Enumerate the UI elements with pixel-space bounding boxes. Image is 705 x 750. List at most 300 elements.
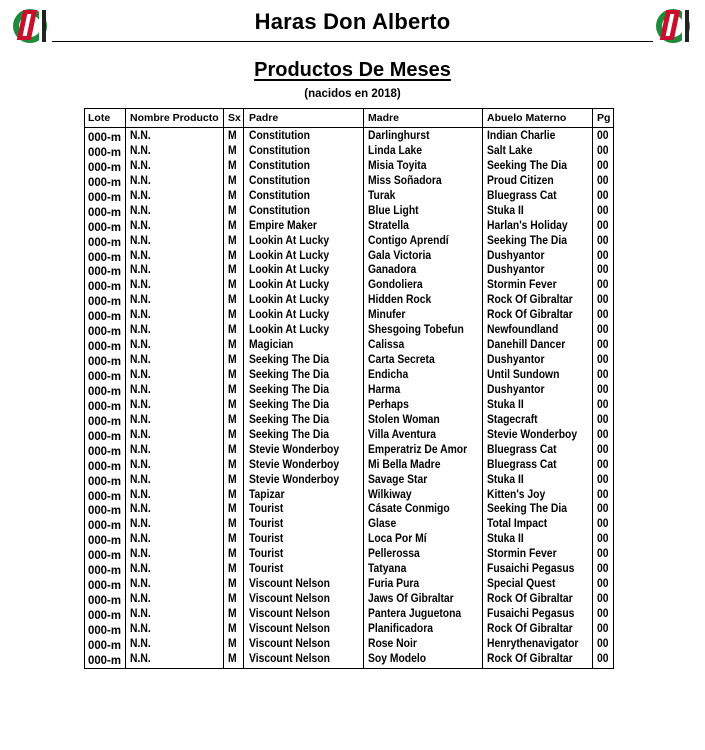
cell-pg: 00 — [597, 443, 609, 456]
cell-sx: M — [228, 563, 237, 576]
table-row — [85, 383, 613, 398]
cell-sx: M — [228, 354, 237, 367]
cell-nombre: N.N. — [130, 294, 151, 307]
cell-lote: 000-m — [88, 264, 121, 279]
cell-lote: 000-m — [88, 413, 121, 428]
cell-nombre: N.N. — [130, 264, 151, 277]
cell-padre: Stevie Wonderboy — [249, 473, 340, 486]
cell-sx: M — [228, 608, 237, 620]
cell-lote: 000-m — [88, 204, 121, 219]
cell-madre: Planificadora — [368, 622, 433, 635]
cell-sx: M — [228, 578, 237, 591]
cell-pg: 00 — [597, 204, 609, 217]
cell-sx: M — [228, 309, 237, 322]
table-row — [85, 458, 613, 473]
table-row — [85, 338, 613, 353]
cell-nombre: N.N. — [130, 578, 151, 591]
products-table — [84, 108, 614, 669]
cell-padre: Seeking The Dia — [249, 383, 329, 396]
cell-pg: 00 — [597, 159, 609, 172]
cell-lote: 000-m — [88, 563, 121, 578]
cell-sx: M — [228, 413, 237, 426]
cell-sx: M — [228, 443, 237, 456]
cell-padre: Constitution — [249, 189, 310, 202]
cell-lote: 000-m — [88, 309, 121, 324]
cell-sx: M — [228, 159, 237, 172]
cell-madre: Shesgoing Tobefun — [368, 324, 464, 337]
cell-padre: Seeking The Dia — [249, 369, 329, 381]
cell-sx: M — [228, 637, 237, 650]
cell-padre: Lookin At Lucky — [249, 264, 330, 277]
cell-abuelo: Dushyantor — [487, 354, 545, 367]
cell-sx: M — [228, 130, 237, 142]
cell-abuelo: Fusaichi Pegasus — [487, 608, 575, 620]
cell-padre: Lookin At Lucky — [249, 309, 330, 322]
cell-madre: Furia Pura — [368, 578, 420, 591]
cell-sx: M — [228, 652, 237, 665]
cell-madre: Gala Victoria — [368, 249, 432, 262]
cell-abuelo: Seeking The Dia — [487, 159, 567, 172]
cell-pg: 00 — [597, 652, 609, 665]
cell-abuelo: Seeking The Dia — [487, 503, 567, 516]
cell-madre: Savage Star — [368, 473, 428, 486]
cell-abuelo: Fusaichi Pegasus — [487, 563, 575, 576]
table-row — [85, 159, 613, 174]
cell-abuelo: Dushyantor — [487, 383, 545, 396]
cell-padre: Tourist — [249, 563, 284, 576]
cell-madre: Contigo Aprendí — [368, 234, 449, 247]
cell-madre: Soy Modelo — [368, 652, 427, 665]
cell-nombre: N.N. — [130, 204, 151, 217]
cell-pg: 00 — [597, 264, 609, 277]
cell-nombre: N.N. — [130, 279, 151, 292]
table-row — [85, 622, 613, 637]
cell-pg: 00 — [597, 309, 609, 322]
cell-nombre: N.N. — [130, 189, 151, 202]
cell-madre: Stratella — [368, 219, 409, 232]
cell-padre: Viscount Nelson — [249, 608, 330, 620]
cell-lote: 000-m — [88, 608, 121, 622]
cell-padre: Viscount Nelson — [249, 593, 330, 606]
table-row — [85, 637, 613, 652]
cell-abuelo: Seeking The Dia — [487, 234, 567, 247]
cell-pg: 00 — [597, 473, 609, 486]
cell-sx: M — [228, 339, 237, 352]
cell-padre: Seeking The Dia — [249, 354, 329, 367]
cell-nombre: N.N. — [130, 608, 151, 620]
cell-madre: Endicha — [368, 369, 409, 381]
table-row — [85, 532, 613, 547]
cell-lote: 000-m — [88, 219, 121, 234]
page-subtitle: (nacidos en 2018) — [304, 88, 401, 100]
cell-pg: 00 — [597, 458, 609, 471]
cell-sx: M — [228, 428, 237, 441]
cell-abuelo: Stormin Fever — [487, 279, 557, 292]
cell-nombre: N.N. — [130, 249, 151, 262]
cell-nombre: N.N. — [130, 369, 151, 381]
cell-nombre: N.N. — [130, 354, 151, 367]
cell-lote: 000-m — [88, 279, 121, 294]
cell-sx: M — [228, 383, 237, 396]
table-row — [85, 353, 613, 368]
cell-padre: Tourist — [249, 503, 284, 516]
cell-nombre: N.N. — [130, 339, 151, 352]
cell-lote: 000-m — [88, 324, 121, 339]
cell-pg: 00 — [597, 234, 609, 247]
cell-nombre: N.N. — [130, 473, 151, 486]
cell-padre: Seeking The Dia — [249, 428, 329, 441]
cell-lote: 000-m — [88, 174, 121, 189]
cell-abuelo: Rock Of Gibraltar — [487, 593, 573, 606]
cell-abuelo: Rock Of Gibraltar — [487, 652, 573, 665]
cell-pg: 00 — [597, 533, 609, 546]
column-header-padre: Padre — [249, 112, 279, 124]
cell-madre: Tatyana — [368, 563, 407, 576]
cell-madre: Villa Aventura — [368, 428, 437, 441]
cell-sx: M — [228, 249, 237, 262]
cell-lote: 000-m — [88, 488, 121, 503]
table-row — [85, 443, 613, 458]
cell-lote: 000-m — [88, 458, 121, 473]
cell-nombre: N.N. — [130, 533, 151, 546]
cell-pg: 00 — [597, 428, 609, 441]
column-header-sx: Sx — [228, 112, 241, 124]
cell-padre: Stevie Wonderboy — [249, 443, 340, 456]
cell-nombre: N.N. — [130, 309, 151, 322]
cell-nombre: N.N. — [130, 383, 151, 396]
cell-sx: M — [228, 593, 237, 606]
cell-pg: 00 — [597, 488, 609, 501]
cell-abuelo: Stuka II — [487, 204, 524, 217]
cell-padre: Lookin At Lucky — [249, 294, 330, 307]
table-row — [85, 234, 613, 249]
cell-abuelo: Salt Lake — [487, 144, 533, 157]
cell-nombre: N.N. — [130, 637, 151, 650]
cell-padre: Viscount Nelson — [249, 622, 330, 635]
cell-nombre: N.N. — [130, 488, 151, 501]
cell-sx: M — [228, 324, 237, 337]
cell-abuelo: Special Quest — [487, 578, 556, 591]
cell-pg: 00 — [597, 130, 609, 142]
cell-padre: Lookin At Lucky — [249, 279, 330, 292]
cell-sx: M — [228, 279, 237, 292]
table-row — [85, 293, 613, 308]
cell-lote: 000-m — [88, 398, 121, 413]
cell-lote: 000-m — [88, 548, 121, 563]
cell-padre: Viscount Nelson — [249, 578, 330, 591]
cell-padre: Constitution — [249, 144, 310, 157]
cell-abuelo: Kitten's Joy — [487, 488, 546, 501]
cell-pg: 00 — [597, 369, 609, 381]
cell-padre: Constitution — [249, 204, 310, 217]
cell-pg: 00 — [597, 548, 609, 561]
cell-sx: M — [228, 488, 237, 501]
cell-lote: 000-m — [88, 354, 121, 369]
cell-nombre: N.N. — [130, 324, 151, 337]
cell-nombre: N.N. — [130, 144, 151, 157]
column-header-abuelo: Abuelo Materno — [487, 112, 567, 124]
cell-padre: Tourist — [249, 533, 284, 546]
cell-lote: 000-m — [88, 443, 121, 458]
cell-padre: Viscount Nelson — [249, 637, 330, 650]
cell-madre: Pellerossa — [368, 548, 420, 561]
table-row — [85, 562, 613, 577]
cell-pg: 00 — [597, 563, 609, 576]
table-row — [85, 249, 613, 264]
table-row — [85, 189, 613, 204]
cell-lote: 000-m — [88, 144, 121, 159]
cell-abuelo: Stuka II — [487, 533, 524, 546]
cell-sx: M — [228, 144, 237, 157]
cell-sx: M — [228, 518, 237, 531]
column-header-nombre: Nombre Producto — [130, 112, 219, 124]
cell-pg: 00 — [597, 174, 609, 187]
header-title: Haras Don Alberto — [254, 9, 451, 34]
table-row — [85, 308, 613, 323]
header-divider — [52, 41, 653, 42]
cell-madre: Loca Por Mí — [368, 533, 427, 546]
cell-pg: 00 — [597, 294, 609, 307]
column-header-madre: Madre — [368, 112, 399, 124]
cell-pg: 00 — [597, 249, 609, 262]
cell-madre: Mi Bella Madre — [368, 458, 441, 471]
cell-pg: 00 — [597, 518, 609, 531]
cell-pg: 00 — [597, 324, 609, 337]
cell-lote: 000-m — [88, 593, 121, 608]
cell-lote: 000-m — [88, 339, 121, 354]
cell-lote: 000-m — [88, 428, 121, 443]
cell-sx: M — [228, 503, 237, 516]
cell-madre: Cásate Conmigo — [368, 503, 450, 516]
cell-abuelo: Until Sundown — [487, 369, 560, 381]
cell-padre: Stevie Wonderboy — [249, 458, 340, 471]
cell-padre: Seeking The Dia — [249, 398, 329, 411]
cell-sx: M — [228, 189, 237, 202]
cell-lote: 000-m — [88, 369, 121, 383]
cell-lote: 000-m — [88, 652, 121, 667]
cell-sx: M — [228, 219, 237, 232]
cell-abuelo: Dushyantor — [487, 264, 545, 277]
cell-padre: Lookin At Lucky — [249, 234, 330, 247]
cell-madre: Misia Toyita — [368, 159, 427, 172]
cell-madre: Hidden Rock — [368, 294, 432, 307]
cell-nombre: N.N. — [130, 458, 151, 471]
cell-abuelo: Henrythenavigator — [487, 637, 579, 650]
cell-nombre: N.N. — [130, 622, 151, 635]
table-row — [85, 517, 613, 532]
table-row — [85, 488, 613, 503]
cell-abuelo: Total Impact — [487, 518, 548, 531]
cell-lote: 000-m — [88, 473, 121, 488]
table-row — [85, 652, 613, 667]
table-row — [85, 428, 613, 443]
cell-sx: M — [228, 234, 237, 247]
cell-madre: Emperatriz De Amor — [368, 443, 468, 456]
table-row — [85, 592, 613, 607]
cell-nombre: N.N. — [130, 428, 151, 441]
cell-abuelo: Rock Of Gibraltar — [487, 622, 573, 635]
cell-sx: M — [228, 398, 237, 411]
cell-abuelo: Rock Of Gibraltar — [487, 294, 573, 307]
cell-lote: 000-m — [88, 249, 121, 264]
cell-madre: Rose Noir — [368, 637, 417, 650]
cell-lote: 000-m — [88, 159, 121, 174]
table-row — [85, 398, 613, 413]
cell-pg: 00 — [597, 383, 609, 396]
cell-nombre: N.N. — [130, 159, 151, 172]
table-header — [85, 109, 613, 128]
table-row — [85, 577, 613, 592]
table-body — [85, 129, 613, 667]
cell-sx: M — [228, 174, 237, 187]
cell-madre: Darlinghurst — [368, 130, 430, 142]
cell-sx: M — [228, 473, 237, 486]
cell-nombre: N.N. — [130, 130, 151, 142]
cell-nombre: N.N. — [130, 563, 151, 576]
cell-sx: M — [228, 533, 237, 546]
cell-padre: Tourist — [249, 548, 284, 561]
cell-lote: 000-m — [88, 533, 121, 548]
cell-padre: Constitution — [249, 130, 310, 142]
cell-lote: 000-m — [88, 622, 121, 637]
cell-nombre: N.N. — [130, 219, 151, 232]
table-row — [85, 263, 613, 278]
cell-nombre: N.N. — [130, 652, 151, 665]
cell-abuelo: Stormin Fever — [487, 548, 557, 561]
cell-madre: Turak — [368, 189, 396, 202]
cell-pg: 00 — [597, 189, 609, 202]
cell-lote: 000-m — [88, 130, 121, 144]
cell-pg: 00 — [597, 622, 609, 635]
table-row — [85, 323, 613, 338]
cell-madre: Jaws Of Gibraltar — [368, 593, 454, 606]
cell-madre: Calissa — [368, 339, 405, 352]
column-header-pg: Pg — [597, 112, 611, 124]
table-row — [85, 547, 613, 562]
cell-abuelo: Stevie Wonderboy — [487, 428, 578, 441]
cell-abuelo: Bluegrass Cat — [487, 189, 557, 202]
cell-padre: Seeking The Dia — [249, 413, 329, 426]
cell-padre: Constitution — [249, 159, 310, 172]
cell-lote: 000-m — [88, 518, 121, 533]
cell-padre: Tourist — [249, 518, 284, 531]
cell-madre: Carta Secreta — [368, 354, 435, 367]
cell-madre: Minufer — [368, 309, 406, 322]
cell-abuelo: Bluegrass Cat — [487, 443, 557, 456]
cell-sx: M — [228, 622, 237, 635]
cell-padre: Constitution — [249, 174, 310, 187]
cell-sx: M — [228, 294, 237, 307]
cell-madre: Stolen Woman — [368, 413, 440, 426]
cell-madre: Perhaps — [368, 398, 409, 411]
cell-madre: Pantera Juguetona — [368, 608, 462, 620]
cell-nombre: N.N. — [130, 398, 151, 411]
cell-madre: Harma — [368, 383, 401, 396]
cell-madre: Ganadora — [368, 264, 417, 277]
cell-sx: M — [228, 264, 237, 277]
table-row — [85, 219, 613, 234]
cell-nombre: N.N. — [130, 413, 151, 426]
column-header-lote: Lote — [88, 112, 111, 124]
cell-lote: 000-m — [88, 503, 121, 518]
cell-lote: 000-m — [88, 637, 121, 652]
cell-lote: 000-m — [88, 383, 121, 398]
cell-padre: Lookin At Lucky — [249, 249, 330, 262]
cell-nombre: N.N. — [130, 174, 151, 187]
table-row — [85, 502, 613, 517]
cell-pg: 00 — [597, 398, 609, 411]
cell-abuelo: Harlan's Holiday — [487, 219, 568, 232]
cell-abuelo: Dushyantor — [487, 249, 545, 262]
cell-madre: Linda Lake — [368, 144, 423, 157]
page-title-text: Productos De Meses — [254, 59, 451, 81]
cell-nombre: N.N. — [130, 503, 151, 516]
cell-pg: 00 — [597, 593, 609, 606]
cell-nombre: N.N. — [130, 548, 151, 561]
cell-sx: M — [228, 204, 237, 217]
cell-sx: M — [228, 548, 237, 561]
cell-madre: Glase — [368, 518, 397, 531]
cell-madre: Gondoliera — [368, 279, 423, 292]
cell-padre: Magician — [249, 339, 294, 352]
cell-pg: 00 — [597, 144, 609, 157]
table-row — [85, 144, 613, 159]
cell-pg: 00 — [597, 413, 609, 426]
table-row — [85, 473, 613, 488]
cell-padre: Lookin At Lucky — [249, 324, 330, 337]
cell-abuelo: Bluegrass Cat — [487, 458, 557, 471]
table-row — [85, 368, 613, 383]
cell-madre: Wilkiway — [368, 488, 412, 501]
cell-pg: 00 — [597, 578, 609, 591]
cell-nombre: N.N. — [130, 593, 151, 606]
cell-abuelo: Stuka II — [487, 398, 524, 411]
cell-pg: 00 — [597, 354, 609, 367]
cell-abuelo: Indian Charlie — [487, 130, 556, 142]
cell-madre: Miss Soñadora — [368, 174, 442, 187]
cell-abuelo: Danehill Dancer — [487, 339, 566, 352]
cell-abuelo: Newfoundland — [487, 324, 559, 337]
cell-padre: Empire Maker — [249, 219, 317, 232]
table-row — [85, 607, 613, 622]
table-row — [85, 413, 613, 428]
cell-padre: Viscount Nelson — [249, 652, 330, 665]
cell-pg: 00 — [597, 279, 609, 292]
cell-abuelo: Proud Citizen — [487, 174, 554, 187]
cell-abuelo: Rock Of Gibraltar — [487, 309, 573, 322]
table-row — [85, 204, 613, 219]
cell-sx: M — [228, 369, 237, 381]
cell-nombre: N.N. — [130, 518, 151, 531]
cell-sx: M — [228, 458, 237, 471]
cell-padre: Tapizar — [249, 488, 285, 501]
cell-abuelo: Stagecraft — [487, 413, 538, 426]
table-row — [85, 174, 613, 189]
cell-pg: 00 — [597, 219, 609, 232]
cell-lote: 000-m — [88, 189, 121, 204]
cell-lote: 000-m — [88, 578, 121, 593]
page-title — [0, 59, 705, 82]
cell-pg: 00 — [597, 608, 609, 620]
cell-madre: Blue Light — [368, 204, 419, 217]
cell-nombre: N.N. — [130, 234, 151, 247]
cell-abuelo: Stuka II — [487, 473, 524, 486]
table-row — [85, 278, 613, 293]
cell-pg: 00 — [597, 637, 609, 650]
cell-nombre: N.N. — [130, 443, 151, 456]
cell-lote: 000-m — [88, 294, 121, 309]
cell-pg: 00 — [597, 339, 609, 352]
